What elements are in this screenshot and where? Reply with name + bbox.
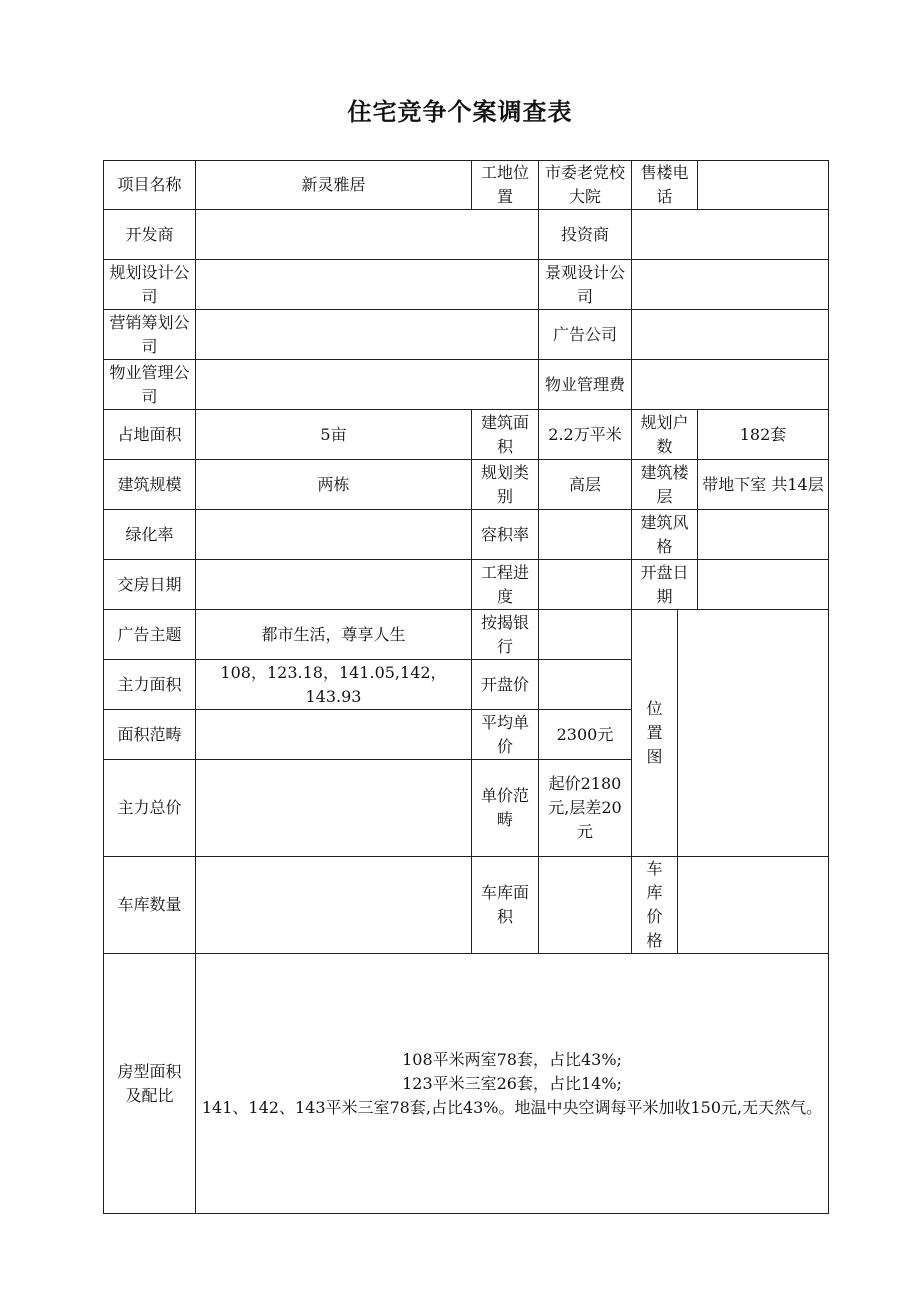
value-planning-design [196, 260, 539, 310]
label-sales-phone: 售楼电话 [632, 161, 698, 210]
label-mortgage-bank: 按揭银行 [472, 610, 539, 660]
label-developer: 开发商 [104, 210, 196, 260]
value-unit-mix [196, 954, 829, 1214]
value-progress [539, 560, 632, 610]
label-landscape-design: 景观设计公司 [539, 260, 632, 310]
label-planning-design: 规划设计公司 [104, 260, 196, 310]
unit-mix-label-text: 房型面积及配比 [117, 1061, 182, 1105]
label-unit-mix [104, 954, 196, 1214]
label-garage-count: 车库数量 [104, 857, 196, 954]
label-planned-units: 规划户数 [632, 410, 698, 460]
label-site-location: 工地位置 [472, 161, 539, 210]
value-landscape-design [632, 260, 829, 310]
garage-price-text: 车库价格 [646, 859, 663, 950]
value-opening-date [698, 560, 829, 610]
label-garage-price [632, 857, 678, 954]
value-land-area: 5亩 [196, 410, 472, 460]
label-investor: 投资商 [539, 210, 632, 260]
value-garage-price [678, 857, 829, 954]
label-main-total: 主力总价 [104, 760, 196, 857]
label-building-style: 建筑风格 [632, 510, 698, 560]
value-property-mgmt [196, 360, 539, 410]
value-ad-theme: 都市生活，尊享人生 [196, 610, 472, 660]
unit-mix-line-3: 141、142、143平米三室78套,占比43%。地温中央空调每平米加收150元,无天然气。 [201, 1097, 823, 1117]
value-investor [632, 210, 829, 260]
label-location-map [632, 610, 678, 857]
label-main-area: 主力面积 [104, 660, 196, 710]
value-area-range [196, 710, 472, 760]
label-plot-ratio: 容积率 [472, 510, 539, 560]
label-greening-rate: 绿化率 [104, 510, 196, 560]
label-property-fee: 物业管理费 [539, 360, 632, 410]
value-location-map [678, 610, 829, 857]
unit-mix-line-1: 108平米两室78套，占比43%; [402, 1049, 622, 1069]
survey-table [103, 160, 829, 1214]
value-building-floors: 带地下室 共14层 [698, 460, 829, 510]
label-progress: 工程进度 [472, 560, 539, 610]
value-main-total [196, 760, 472, 857]
label-project-name: 项目名称 [104, 161, 196, 210]
value-building-area: 2.2万平米 [539, 410, 632, 460]
label-marketing: 营销筹划公司 [104, 310, 196, 360]
page-title: 住宅竞争个案调查表 [347, 98, 573, 126]
value-delivery-date [196, 560, 472, 610]
value-sales-phone [698, 161, 829, 210]
label-building-floors: 建筑楼层 [632, 460, 698, 510]
label-opening-price: 开盘价 [472, 660, 539, 710]
value-planned-units: 182套 [698, 410, 829, 460]
value-mortgage-bank [539, 610, 632, 660]
value-greening-rate [196, 510, 472, 560]
label-building-area: 建筑面积 [472, 410, 539, 460]
value-advertising [632, 310, 829, 360]
label-area-range: 面积范畴 [104, 710, 196, 760]
value-property-fee [632, 360, 829, 410]
label-land-area: 占地面积 [104, 410, 196, 460]
unit-mix-line-2: 123平米三室26套，占比14%; [402, 1073, 622, 1093]
value-marketing [196, 310, 539, 360]
value-avg-price: 2300元 [539, 710, 632, 760]
value-building-style [698, 510, 829, 560]
value-plot-ratio [539, 510, 632, 560]
value-main-area: 108，123.18，141.05,142，143.93 [196, 660, 472, 710]
label-planning-type: 规划类别 [472, 460, 539, 510]
value-planning-type: 高层 [539, 460, 632, 510]
label-opening-date: 开盘日期 [632, 560, 698, 610]
value-garage-area [539, 857, 632, 954]
value-garage-count [196, 857, 472, 954]
label-building-scale: 建筑规模 [104, 460, 196, 510]
label-price-range: 单价范畴 [472, 760, 539, 857]
value-price-range: 起价2180元,层差20元 [539, 760, 632, 857]
value-developer [196, 210, 539, 260]
value-project-name: 新灵雅居 [196, 161, 472, 210]
value-building-scale: 两栋 [196, 460, 472, 510]
label-property-mgmt: 物业管理公司 [104, 360, 196, 410]
label-ad-theme: 广告主题 [104, 610, 196, 660]
label-delivery-date: 交房日期 [104, 560, 196, 610]
label-avg-price: 平均单价 [472, 710, 539, 760]
value-site-location: 市委老党校大院 [539, 161, 632, 210]
label-advertising: 广告公司 [539, 310, 632, 360]
value-opening-price [539, 660, 632, 710]
label-garage-area: 车库面积 [472, 857, 539, 954]
location-map-text: 位置图 [646, 699, 663, 766]
